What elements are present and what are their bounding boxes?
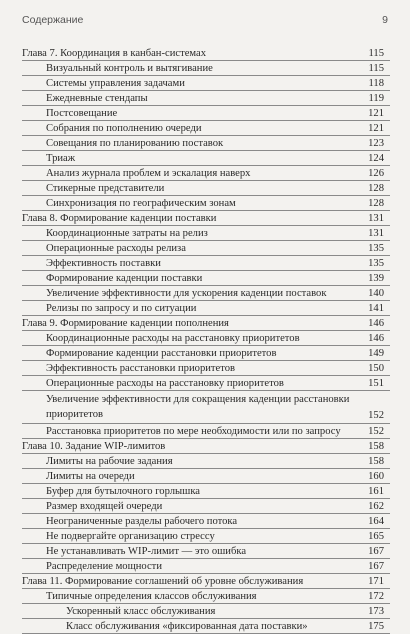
toc-entry-title: Формирование каденции поставки <box>46 273 203 284</box>
toc-entry-page: 175 <box>368 621 384 632</box>
toc-entry <box>22 469 390 484</box>
toc-entry <box>22 619 390 634</box>
toc-entry-title: Увеличение эффективности для сокращения каденции расстановки приоритетов <box>46 394 350 420</box>
toc-entry <box>22 241 390 256</box>
toc-entry-title: Релизы по запросу и по ситуации <box>46 303 197 314</box>
toc-entry-page: 128 <box>368 198 384 209</box>
toc-chapter <box>22 439 390 454</box>
toc-entry <box>22 106 390 121</box>
toc-entry <box>22 91 390 106</box>
toc-entry-title: Постсовещание <box>46 108 118 119</box>
page-header <box>22 14 388 30</box>
toc-entry-page: 152 <box>368 410 384 421</box>
toc-entry-title: Не устанавливать WIP-лимит — это ошибка <box>46 546 247 557</box>
toc-entry-page: 165 <box>368 531 384 542</box>
toc-entry-title: Визуальный контроль и вытягивание <box>46 63 213 74</box>
toc-entry-page: 160 <box>368 471 384 482</box>
toc-entry-page: 150 <box>368 363 384 374</box>
toc-entry-title: Формирование каденции расстановки приоритетов <box>46 348 277 359</box>
toc-chapter <box>22 211 390 226</box>
toc-entry <box>22 346 390 361</box>
toc-entry-title: Координационные расходы на расстановку приоритетов <box>46 333 300 344</box>
toc-entry <box>22 391 390 424</box>
toc-entry <box>22 271 390 286</box>
toc-entry <box>22 166 390 181</box>
toc-entry <box>22 604 390 619</box>
toc-entry-page: 131 <box>368 228 384 239</box>
toc-entry-page: 158 <box>368 441 384 452</box>
toc-chapter <box>22 574 390 589</box>
toc-entry-title: Класс обслуживания «фиксированная дата поставки» <box>66 621 308 632</box>
toc-entry-page: 173 <box>368 606 384 617</box>
toc-entry-title: Размер входящей очереди <box>46 501 163 512</box>
toc-entry-page: 119 <box>368 93 384 104</box>
toc-entry <box>22 559 390 574</box>
toc-entry <box>22 424 390 439</box>
toc-entry-page: 124 <box>368 153 384 164</box>
toc-entry <box>22 286 390 301</box>
toc-entry-title: Эффективность расстановки приоритетов <box>46 363 236 374</box>
toc-entry-page: 141 <box>368 303 384 314</box>
toc-entry-title: Глава 11. Формирование соглашений об уровне обслуживания <box>22 576 304 587</box>
toc-entry <box>22 61 390 76</box>
toc-entry <box>22 484 390 499</box>
toc-entry <box>22 376 390 391</box>
page-number: 9 <box>382 14 388 26</box>
toc-entry-title: Ежедневные стендапы <box>46 93 148 104</box>
toc-chapter <box>22 46 390 61</box>
toc-entry-title: Увеличение эффективности для ускорения каденции поставок <box>46 288 327 299</box>
toc-entry-title: Стикерные представители <box>46 183 165 194</box>
toc-entry-title: Синхронизация по географическим зонам <box>46 198 236 209</box>
toc-entry-page: 149 <box>368 348 384 359</box>
toc-entry-page: 123 <box>368 138 384 149</box>
toc-entry-page: 146 <box>368 318 384 329</box>
toc-entry-title: Глава 9. Формирование каденции пополнения <box>22 318 229 329</box>
toc-entry-title: Распределение мощности <box>46 561 162 572</box>
toc-entry <box>22 544 390 559</box>
toc-entry-title: Лимиты на очереди <box>46 471 135 482</box>
section-title: Содержание <box>22 14 84 26</box>
toc-entry-title: Ускоренный класс обслуживания <box>66 606 216 617</box>
toc-entry-title: Анализ журнала проблем и эскалация наверх <box>46 168 251 179</box>
toc-entry-title: Собрания по пополнению очереди <box>46 123 202 134</box>
toc-entry <box>22 151 390 166</box>
toc-entry-title: Расстановка приоритетов по мере необходимости или по запросу <box>46 426 341 437</box>
toc-entry-page: 140 <box>368 288 384 299</box>
toc-entry-page: 172 <box>368 591 384 602</box>
toc-entry-page: 146 <box>368 333 384 344</box>
toc-entry-title: Операционные расходы релиза <box>46 243 186 254</box>
toc-entry-title: Глава 10. Задание WIP-лимитов <box>22 441 166 452</box>
toc-entry-page: 167 <box>368 561 384 572</box>
toc-entry-title: Буфер для бутылочного горлышка <box>46 486 201 497</box>
toc-entry <box>22 196 390 211</box>
toc-entry-page: 131 <box>368 213 384 224</box>
toc-chapter <box>22 316 390 331</box>
toc-entry-title: Триаж <box>46 153 76 164</box>
toc-entry-page: 151 <box>368 378 384 389</box>
toc-entry <box>22 529 390 544</box>
toc-entry <box>22 454 390 469</box>
toc-entry-title: Координационные затраты на релиз <box>46 228 208 239</box>
toc-entry <box>22 361 390 376</box>
toc-entry <box>22 136 390 151</box>
toc-entry <box>22 589 390 604</box>
toc-entry-page: 162 <box>368 501 384 512</box>
toc-entry-page: 121 <box>368 123 384 134</box>
toc-entry-page: 158 <box>368 456 384 467</box>
toc-entry-title: Лимиты на рабочие задания <box>46 456 173 467</box>
toc-entry <box>22 514 390 529</box>
toc-entry-page: 115 <box>368 63 384 74</box>
toc-entry <box>22 331 390 346</box>
toc-entry-page: 135 <box>368 258 384 269</box>
toc-entry-page: 115 <box>368 48 384 59</box>
toc-entry-page: 128 <box>368 183 384 194</box>
toc-entry-title: Глава 7. Координация в канбан-системах <box>22 48 207 59</box>
toc-entry-page: 164 <box>368 516 384 527</box>
toc-entry-page: 152 <box>368 426 384 437</box>
toc-entry <box>22 76 390 91</box>
toc-entry <box>22 499 390 514</box>
toc-entry-title: Не подвергайте организацию стрессу <box>46 531 215 542</box>
toc-entry-title: Типичные определения классов обслуживания <box>46 591 257 602</box>
toc-entry-page: 139 <box>368 273 384 284</box>
toc-entry-title: Системы управления задачами <box>46 78 185 89</box>
toc-entry-page: 126 <box>368 168 384 179</box>
toc-entry-title: Эффективность поставки <box>46 258 161 269</box>
toc-entry-title: Операционные расходы на расстановку приоритетов <box>46 378 284 389</box>
toc-entry <box>22 121 390 136</box>
toc-entry-page: 161 <box>368 486 384 497</box>
toc-entry <box>22 301 390 316</box>
table-of-contents <box>22 46 390 634</box>
toc-entry <box>22 181 390 196</box>
toc-entry-page: 118 <box>368 78 384 89</box>
toc-entry-page: 121 <box>368 108 384 119</box>
toc-entry-title: Глава 8. Формирование каденции поставки <box>22 213 217 224</box>
toc-entry-page: 135 <box>368 243 384 254</box>
toc-entry-page: 167 <box>368 546 384 557</box>
toc-entry-page: 171 <box>368 576 384 587</box>
toc-entry-title: Неограниченные разделы рабочего потока <box>46 516 238 527</box>
toc-entry <box>22 226 390 241</box>
toc-entry <box>22 256 390 271</box>
toc-entry-title: Совещания по планированию поставок <box>46 138 224 149</box>
